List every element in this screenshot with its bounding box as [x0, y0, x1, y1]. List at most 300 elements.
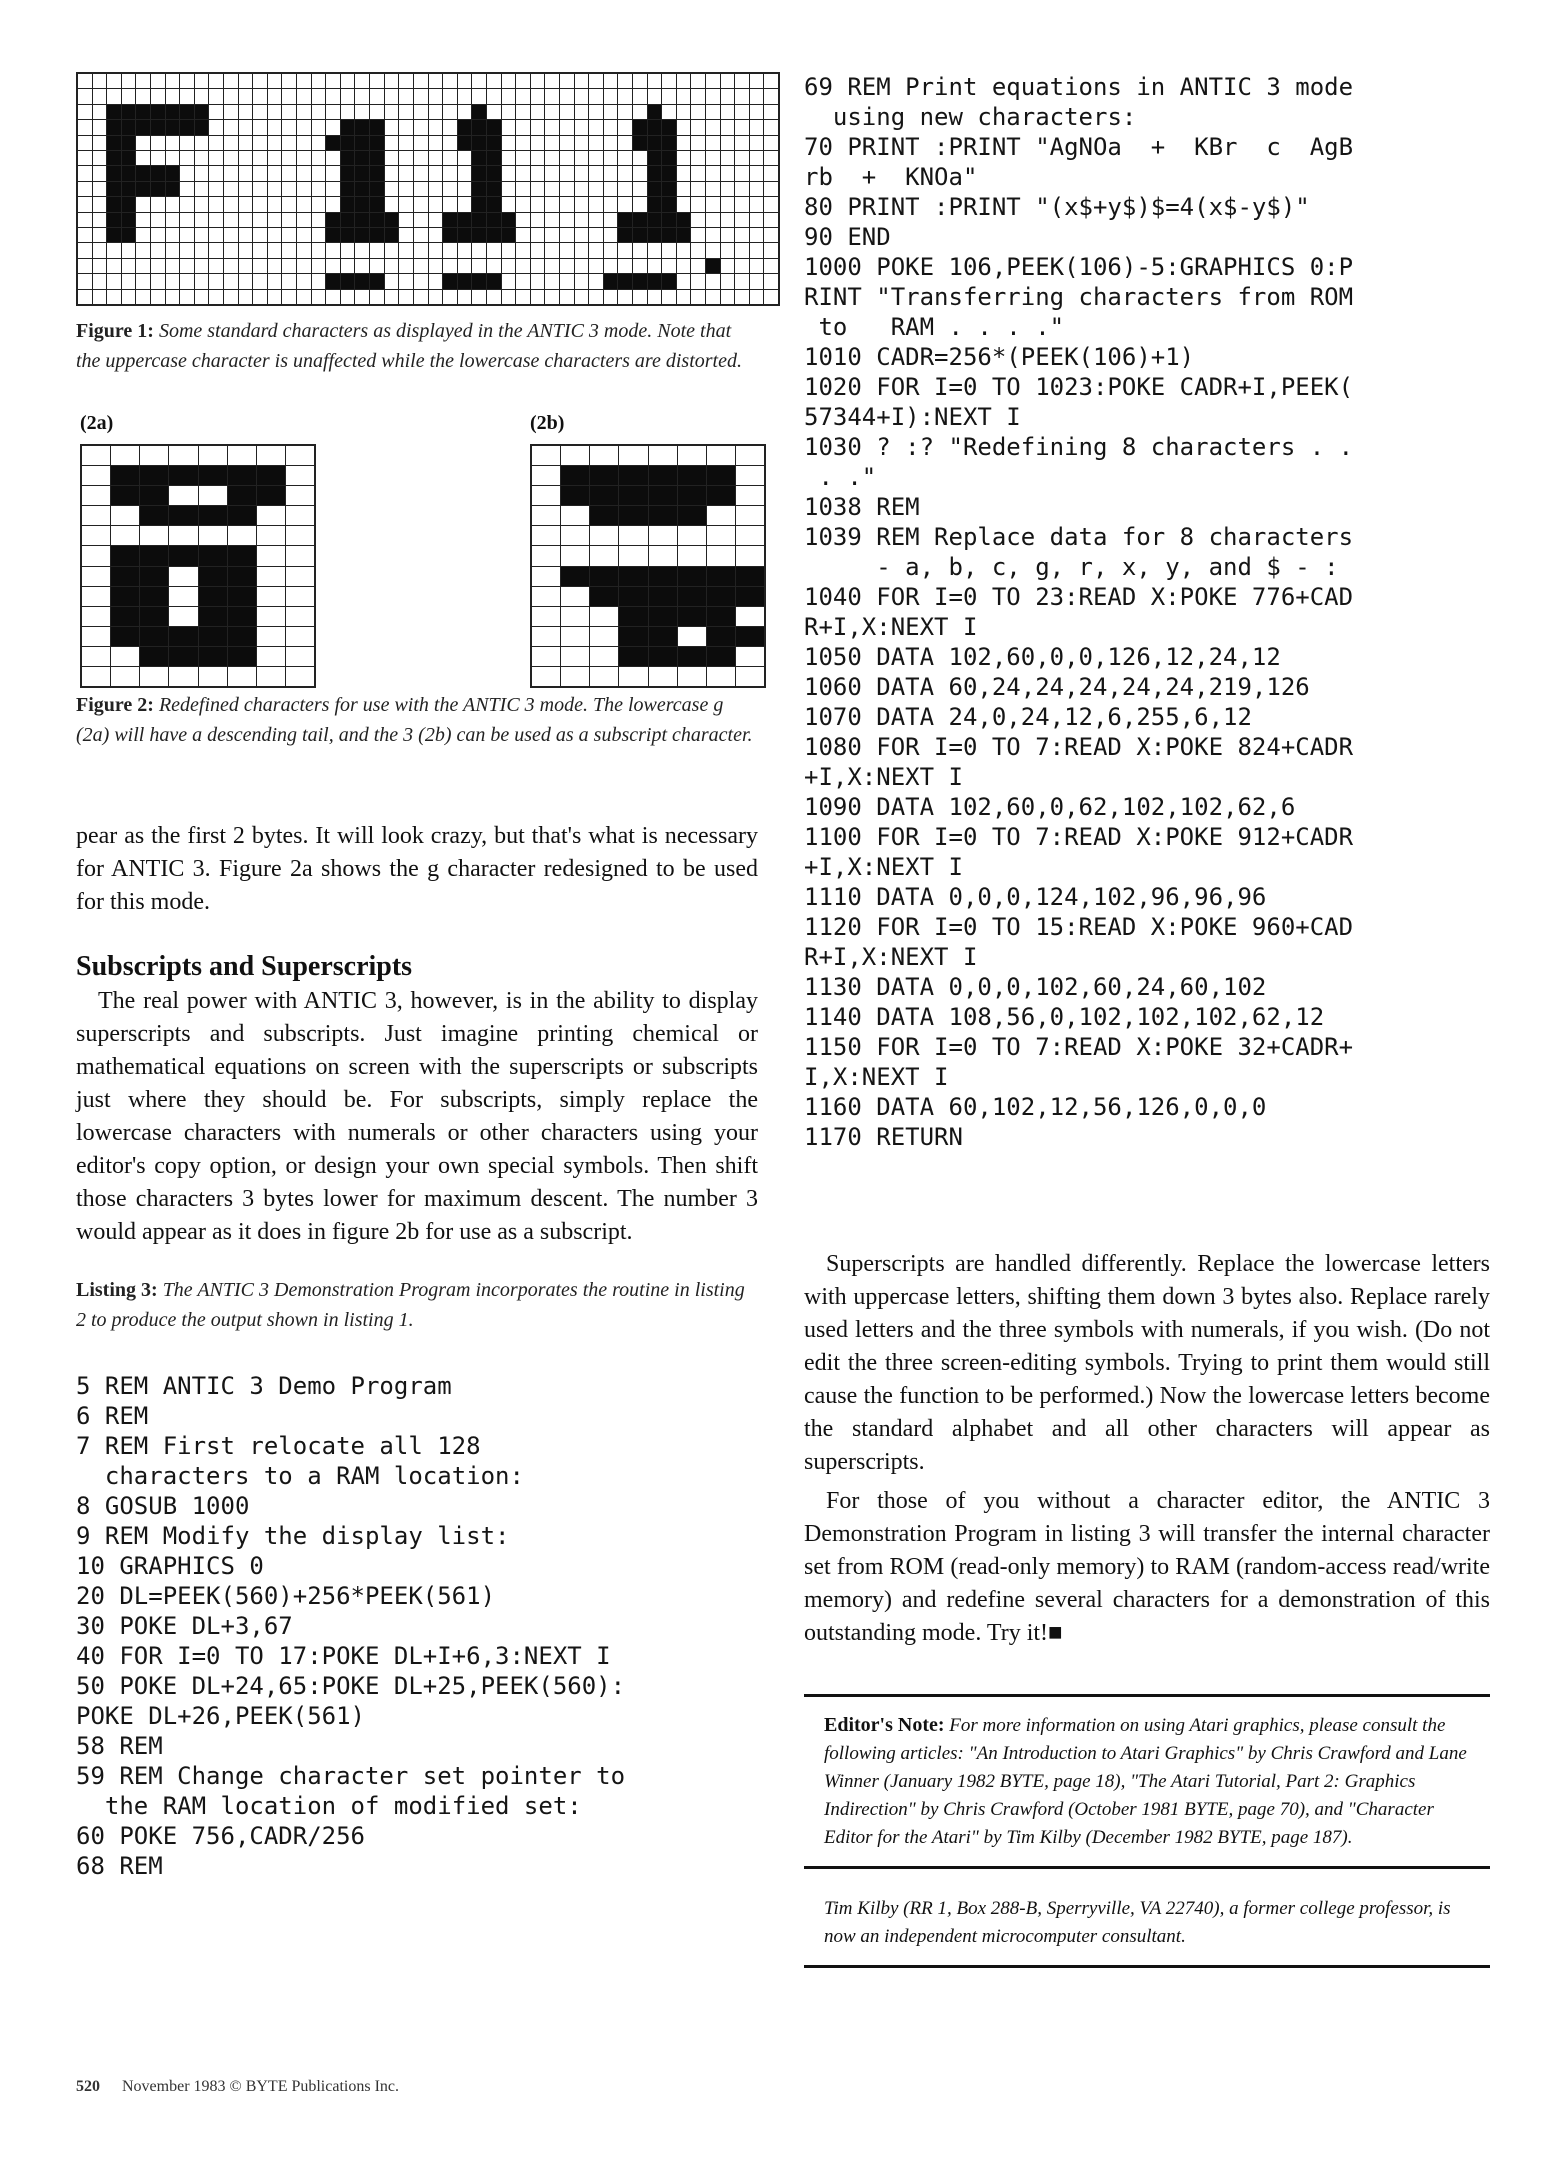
grid-cell — [326, 228, 340, 242]
code-line: R+I,X:NEXT I — [804, 613, 978, 641]
grid-cell — [93, 228, 107, 242]
grid-cell — [429, 259, 443, 273]
grid-cell — [472, 290, 486, 304]
grid-cell — [122, 290, 136, 304]
grid-cell — [531, 243, 545, 257]
grid-cell — [399, 243, 413, 257]
grid-cell — [151, 213, 165, 227]
grid-cell — [136, 120, 150, 134]
grid-cell — [209, 213, 223, 227]
listing-3-caption — [76, 1275, 758, 1335]
grid-cell — [618, 259, 632, 273]
grid-cell — [111, 506, 139, 525]
grid-cell — [677, 89, 691, 103]
grid-cell — [764, 89, 778, 103]
grid-cell — [677, 243, 691, 257]
grid-cell — [735, 290, 749, 304]
grid-cell — [78, 136, 92, 150]
grid-cell — [355, 120, 369, 134]
code-line: 6 REM — [76, 1402, 149, 1430]
grid-cell — [297, 274, 311, 288]
grid-cell — [268, 74, 282, 88]
grid-cell — [199, 446, 227, 465]
grid-cell — [662, 151, 676, 165]
grid-cell — [78, 151, 92, 165]
grid-cell — [487, 197, 501, 211]
grid-cell — [107, 243, 121, 257]
grid-cell — [604, 120, 618, 134]
grid-cell — [107, 105, 121, 119]
grid-cell — [107, 136, 121, 150]
grid-cell — [370, 105, 384, 119]
grid-cell — [228, 587, 256, 606]
grid-cell — [750, 243, 764, 257]
grid-cell — [721, 120, 735, 134]
grid-cell — [472, 89, 486, 103]
grid-cell — [531, 274, 545, 288]
grid-cell — [180, 89, 194, 103]
grid-cell — [677, 213, 691, 227]
code-line: 1050 DATA 102,60,0,0,126,12,24,12 — [804, 643, 1281, 671]
grid-cell — [677, 166, 691, 180]
code-line: +I,X:NEXT I — [804, 853, 963, 881]
grid-cell — [648, 166, 662, 180]
grid-cell — [341, 213, 355, 227]
grid-cell — [750, 228, 764, 242]
grid-cell — [140, 506, 168, 525]
grid-cell — [532, 667, 560, 686]
grid-cell — [736, 466, 764, 485]
grid-cell — [429, 197, 443, 211]
grid-cell — [707, 647, 735, 666]
grid-cell — [93, 182, 107, 196]
grid-cell — [385, 243, 399, 257]
grid-cell — [678, 546, 706, 565]
grid-cell — [107, 197, 121, 211]
grid-cell — [257, 506, 285, 525]
grid-cell — [707, 486, 735, 505]
grid-cell — [589, 290, 603, 304]
grid-cell — [286, 627, 314, 646]
code-line: 8 GOSUB 1000 — [76, 1492, 250, 1520]
code-line: . ." — [804, 463, 877, 491]
grid-cell — [560, 197, 574, 211]
grid-cell — [736, 446, 764, 465]
grid-cell — [341, 197, 355, 211]
grid-cell — [443, 228, 457, 242]
grid-cell — [677, 290, 691, 304]
grid-cell — [209, 120, 223, 134]
grid-cell — [122, 151, 136, 165]
grid-cell — [677, 136, 691, 150]
grid-cell — [561, 607, 589, 626]
grid-cell — [385, 228, 399, 242]
grid-cell — [604, 136, 618, 150]
grid-cell — [429, 74, 443, 88]
grid-cell — [93, 259, 107, 273]
grid-cell — [545, 151, 559, 165]
grid-cell — [341, 136, 355, 150]
grid-cell — [561, 506, 589, 525]
grid-cell — [399, 105, 413, 119]
code-line: characters to a RAM location: — [76, 1462, 524, 1490]
grid-cell — [633, 105, 647, 119]
grid-cell — [140, 667, 168, 686]
code-line: using new characters: — [804, 103, 1137, 131]
grid-cell — [111, 667, 139, 686]
grid-cell — [228, 466, 256, 485]
grid-cell — [458, 228, 472, 242]
grid-cell — [516, 166, 530, 180]
grid-cell — [619, 446, 647, 465]
grid-cell — [169, 567, 197, 586]
grid-cell — [136, 136, 150, 150]
grid-cell — [268, 151, 282, 165]
grid-cell — [228, 567, 256, 586]
grid-cell — [341, 228, 355, 242]
grid-cell — [735, 89, 749, 103]
grid-cell — [136, 259, 150, 273]
grid-cell — [136, 105, 150, 119]
grid-cell — [140, 526, 168, 545]
grid-cell — [721, 274, 735, 288]
grid-cell — [429, 243, 443, 257]
grid-cell — [648, 151, 662, 165]
grid-cell — [297, 105, 311, 119]
grid-cell — [531, 213, 545, 227]
grid-cell — [82, 546, 110, 565]
grid-cell — [122, 197, 136, 211]
grid-cell — [561, 647, 589, 666]
grid-cell — [545, 290, 559, 304]
grid-cell — [545, 74, 559, 88]
grid-cell — [297, 120, 311, 134]
grid-cell — [443, 182, 457, 196]
grid-cell — [370, 274, 384, 288]
grid-cell — [93, 213, 107, 227]
grid-cell — [326, 243, 340, 257]
grid-cell — [648, 182, 662, 196]
grid-cell — [370, 151, 384, 165]
grid-cell — [590, 526, 618, 545]
grid-cell — [764, 136, 778, 150]
grid-cell — [122, 274, 136, 288]
grid-cell — [297, 151, 311, 165]
grid-cell — [326, 89, 340, 103]
grid-cell — [166, 89, 180, 103]
code-line: 1170 RETURN — [804, 1123, 963, 1151]
grid-cell — [253, 151, 267, 165]
grid-cell — [677, 74, 691, 88]
grid-cell — [575, 89, 589, 103]
grid-cell — [111, 587, 139, 606]
grid-cell — [195, 259, 209, 273]
grid-cell — [545, 243, 559, 257]
grid-cell — [487, 74, 501, 88]
right-column — [804, 72, 1490, 1968]
grid-cell — [677, 228, 691, 242]
grid-cell — [326, 182, 340, 196]
grid-cell — [78, 243, 92, 257]
grid-cell — [239, 228, 253, 242]
grid-cell — [355, 290, 369, 304]
grid-cell — [531, 228, 545, 242]
grid-cell — [140, 647, 168, 666]
grid-cell — [268, 182, 282, 196]
grid-cell — [151, 243, 165, 257]
grid-cell — [750, 74, 764, 88]
grid-cell — [618, 243, 632, 257]
editor-note — [804, 1694, 1490, 1869]
grid-cell — [370, 89, 384, 103]
grid-cell — [169, 607, 197, 626]
grid-cell — [750, 213, 764, 227]
grid-cell — [180, 182, 194, 196]
grid-cell — [312, 166, 326, 180]
grid-cell — [370, 136, 384, 150]
grid-cell — [707, 607, 735, 626]
grid-cell — [662, 74, 676, 88]
grid-cell — [312, 213, 326, 227]
grid-cell — [268, 166, 282, 180]
grid-cell — [268, 274, 282, 288]
figure-2 — [76, 412, 758, 668]
grid-cell — [443, 197, 457, 211]
grid-cell — [312, 274, 326, 288]
grid-cell — [282, 197, 296, 211]
grid-cell — [239, 136, 253, 150]
grid-cell — [561, 466, 589, 485]
grid-cell — [589, 120, 603, 134]
grid-cell — [532, 607, 560, 626]
grid-cell — [677, 120, 691, 134]
grid-cell — [472, 166, 486, 180]
grid-cell — [560, 228, 574, 242]
grid-cell — [224, 151, 238, 165]
grid-cell — [443, 290, 457, 304]
left-paragraph-1: pear as the first 2 bytes. It will look crazy, but that's what is necessary for ANTIC 3. Figure 2a shows the g character redesigned to be used for this mode. — [76, 823, 758, 915]
grid-cell — [257, 667, 285, 686]
grid-cell — [472, 274, 486, 288]
code-line: - a, b, c, g, r, x, y, and $ - : — [804, 553, 1339, 581]
grid-cell — [691, 74, 705, 88]
grid-cell — [429, 120, 443, 134]
grid-cell — [195, 74, 209, 88]
grid-cell — [633, 89, 647, 103]
grid-cell — [561, 627, 589, 646]
grid-cell — [531, 74, 545, 88]
grid-cell — [764, 243, 778, 257]
grid-cell — [253, 290, 267, 304]
grid-cell — [253, 166, 267, 180]
grid-cell — [370, 228, 384, 242]
code-line: 30 POKE DL+3,67 — [76, 1612, 293, 1640]
grid-cell — [721, 182, 735, 196]
grid-cell — [286, 667, 314, 686]
grid-cell — [239, 290, 253, 304]
grid-cell — [648, 213, 662, 227]
grid-cell — [151, 259, 165, 273]
grid-cell — [735, 274, 749, 288]
grid-cell — [166, 182, 180, 196]
grid-cell — [516, 120, 530, 134]
grid-cell — [355, 197, 369, 211]
grid-cell — [706, 89, 720, 103]
grid-cell — [487, 136, 501, 150]
grid-cell — [355, 259, 369, 273]
grid-cell — [257, 526, 285, 545]
grid-cell — [649, 667, 677, 686]
grid-cell — [575, 243, 589, 257]
grid-cell — [561, 567, 589, 586]
grid-cell — [151, 89, 165, 103]
grid-cell — [516, 243, 530, 257]
grid-cell — [502, 120, 516, 134]
grid-cell — [589, 74, 603, 88]
grid-cell — [604, 290, 618, 304]
grid-cell — [166, 197, 180, 211]
grid-cell — [326, 105, 340, 119]
grid-cell — [502, 197, 516, 211]
grid-cell — [166, 228, 180, 242]
grid-cell — [286, 607, 314, 626]
grid-cell — [764, 74, 778, 88]
grid-cell — [78, 274, 92, 288]
grid-cell — [691, 136, 705, 150]
grid-cell — [297, 166, 311, 180]
grid-cell — [764, 259, 778, 273]
grid-cell — [169, 546, 197, 565]
grid-cell — [253, 182, 267, 196]
code-line: 40 FOR I=0 TO 17:POKE DL+I+6,3:NEXT I — [76, 1642, 611, 1670]
grid-cell — [82, 607, 110, 626]
code-line: 1040 FOR I=0 TO 23:READ X:POKE 776+CAD — [804, 583, 1354, 611]
grid-cell — [678, 486, 706, 505]
grid-cell — [516, 290, 530, 304]
grid-cell — [502, 151, 516, 165]
grid-cell — [487, 213, 501, 227]
grid-cell — [472, 151, 486, 165]
grid-cell — [531, 182, 545, 196]
grid-cell — [561, 486, 589, 505]
grid-cell — [199, 506, 227, 525]
grid-cell — [257, 567, 285, 586]
grid-cell — [414, 274, 428, 288]
grid-cell — [736, 567, 764, 586]
grid-cell — [355, 151, 369, 165]
grid-cell — [618, 197, 632, 211]
grid-cell — [355, 228, 369, 242]
grid-cell — [151, 136, 165, 150]
grid-cell — [370, 166, 384, 180]
grid-cell — [560, 243, 574, 257]
grid-cell — [78, 182, 92, 196]
grid-cell — [648, 136, 662, 150]
grid-cell — [82, 567, 110, 586]
grid-cell — [678, 506, 706, 525]
grid-cell — [140, 627, 168, 646]
grid-cell — [649, 647, 677, 666]
grid-cell — [516, 228, 530, 242]
grid-cell — [575, 197, 589, 211]
grid-cell — [648, 74, 662, 88]
grid-cell — [764, 228, 778, 242]
grid-cell — [341, 290, 355, 304]
grid-cell — [531, 105, 545, 119]
grid-cell — [355, 89, 369, 103]
grid-cell — [458, 182, 472, 196]
grid-cell — [312, 197, 326, 211]
grid-cell — [750, 274, 764, 288]
grid-cell — [706, 243, 720, 257]
grid-cell — [691, 105, 705, 119]
grid-cell — [282, 151, 296, 165]
grid-cell — [399, 228, 413, 242]
section-heading: Subscripts and Superscripts — [76, 951, 413, 982]
grid-cell — [385, 290, 399, 304]
grid-cell — [122, 136, 136, 150]
grid-cell — [82, 627, 110, 646]
grid-cell — [224, 213, 238, 227]
grid-cell — [648, 290, 662, 304]
grid-cell — [575, 290, 589, 304]
grid-cell — [560, 151, 574, 165]
grid-cell — [355, 105, 369, 119]
grid-cell — [78, 105, 92, 119]
grid-cell — [590, 667, 618, 686]
grid-cell — [531, 290, 545, 304]
grid-cell — [151, 274, 165, 288]
code-line: to RAM . . . ." — [804, 313, 1065, 341]
grid-cell — [93, 274, 107, 288]
grid-cell — [107, 74, 121, 88]
grid-cell — [209, 74, 223, 88]
grid-cell — [590, 627, 618, 646]
grid-cell — [282, 182, 296, 196]
grid-cell — [678, 466, 706, 485]
grid-cell — [209, 105, 223, 119]
grid-cell — [443, 243, 457, 257]
grid-cell — [297, 243, 311, 257]
grid-cell — [707, 667, 735, 686]
grid-cell — [195, 105, 209, 119]
grid-cell — [649, 506, 677, 525]
grid-cell — [312, 105, 326, 119]
grid-cell — [166, 74, 180, 88]
grid-cell — [458, 290, 472, 304]
grid-cell — [268, 120, 282, 134]
grid-cell — [487, 274, 501, 288]
grid-cell — [516, 197, 530, 211]
grid-cell — [502, 166, 516, 180]
grid-cell — [649, 466, 677, 485]
grid-cell — [721, 136, 735, 150]
code-line: 7 REM First relocate all 128 — [76, 1432, 481, 1460]
grid-cell — [618, 151, 632, 165]
grid-cell — [370, 197, 384, 211]
grid-cell — [443, 166, 457, 180]
grid-cell — [735, 105, 749, 119]
grid-cell — [750, 89, 764, 103]
grid-cell — [228, 526, 256, 545]
grid-cell — [136, 213, 150, 227]
grid-cell — [764, 274, 778, 288]
grid-cell — [257, 466, 285, 485]
grid-cell — [268, 290, 282, 304]
grid-cell — [532, 526, 560, 545]
grid-cell — [590, 647, 618, 666]
grid-cell — [648, 89, 662, 103]
